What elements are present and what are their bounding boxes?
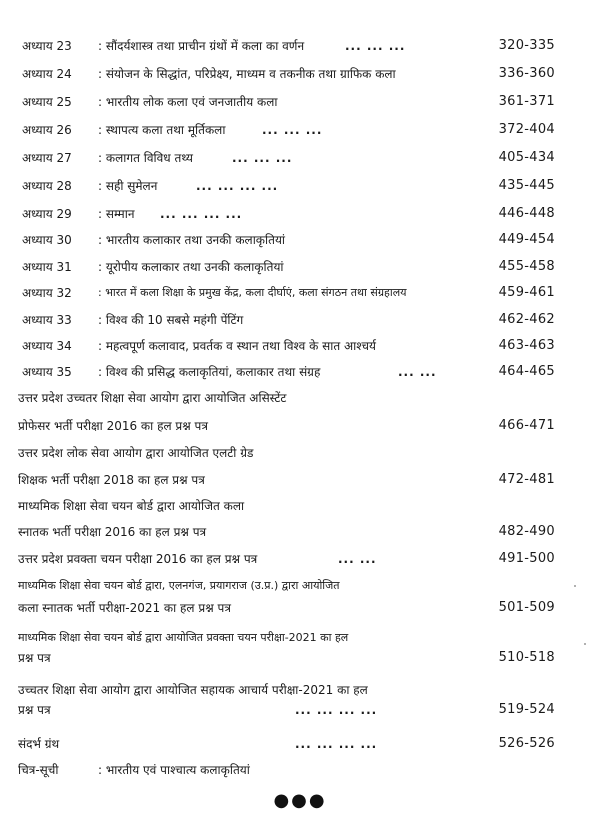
page-range: 464-465 — [498, 364, 555, 379]
chapter-number: अध्याय 23 — [22, 39, 72, 53]
leader-dots: ... ... — [338, 552, 377, 566]
chapter-number: अध्याय 30 — [22, 233, 72, 247]
chapter-title: : भारतीय लोक कला एवं जनजातीय कला — [98, 95, 278, 109]
chapter-title: : स्थापत्य कला तथा मूर्तिकला — [98, 123, 226, 137]
page-range: 510-518 — [498, 650, 555, 665]
chapter-number: अध्याय 35 — [22, 365, 72, 379]
paper-1-line-2: प्रोफेसर भर्ती परीक्षा 2016 का हल प्रश्न पत्र — [18, 419, 208, 433]
chapter-title: : सही सुमेलन — [98, 179, 158, 193]
page-range: 472-481 — [498, 472, 555, 487]
chapter-number: अध्याय 34 — [22, 339, 72, 353]
illustrations-label: चित्र-सूची — [18, 763, 59, 777]
chapter-title: : संयोजन के सिद्धांत, परिप्रेक्ष्य, माध्यम व तकनीक तथा ग्राफिक कला — [98, 67, 396, 81]
chapter-number: अध्याय 27 — [22, 151, 72, 165]
leader-dots: ... ... ... — [262, 123, 323, 137]
toc-paper-4 — [0, 549, 600, 569]
paper-2-line-2: शिक्षक भर्ती परीक्षा 2018 का हल प्रश्न पत्र — [18, 473, 205, 487]
leader-dots: ... ... — [398, 365, 437, 379]
chapter-title: : विश्व की 10 सबसे महंगी पेंटिंग — [98, 313, 244, 327]
page-range: 466-471 — [498, 418, 555, 433]
page-range: 482-490 — [498, 524, 555, 539]
toc-chapter-32 — [0, 283, 600, 303]
page-range: 459-461 — [498, 285, 555, 300]
leader-dots: ... ... ... ... — [160, 207, 243, 221]
page-range: 336-360 — [498, 66, 555, 81]
paper-6-line-1: माध्यमिक शिक्षा सेवा चयन बोर्ड द्वारा आयोजित प्रवक्ता चयन परीक्षा-2021 का हल — [18, 631, 349, 644]
chapter-title: : महत्वपूर्ण कलावाद, प्रवर्तक व स्थान तथा विश्व के सात आश्चर्य — [98, 339, 376, 353]
toc-chapter-31 — [0, 257, 600, 277]
page-range: 519-524 — [498, 702, 555, 717]
chapter-title: : विश्व की प्रसिद्ध कलाकृतियां, कलाकार तथा संग्रह — [98, 365, 321, 379]
page-range: 372-404 — [498, 122, 555, 137]
paper-4-line-2: उत्तर प्रदेश प्रवक्ता चयन परीक्षा 2016 का हल प्रश्न पत्र — [18, 552, 258, 566]
toc-chapter-34 — [0, 336, 600, 356]
chapter-number: अध्याय 29 — [22, 207, 72, 221]
toc-illustrations — [0, 760, 600, 780]
chapter-number: अध्याय 26 — [22, 123, 72, 137]
chapter-title: : कलागत विविध तथ्य — [98, 151, 193, 165]
page-range: 455-458 — [498, 259, 555, 274]
chapter-title: : सौंदर्यशास्त्र तथा प्राचीन ग्रंथों में कला का वर्णन — [98, 39, 305, 53]
leader-dots: ... ... ... — [232, 151, 293, 165]
paper-3-line-2: स्नातक भर्ती परीक्षा 2016 का हल प्रश्न पत्र — [18, 525, 207, 539]
leader-dots: ... ... ... — [345, 39, 406, 53]
toc-chapter-27 — [0, 148, 600, 168]
page-range: 435-445 — [498, 178, 555, 193]
toc-references — [0, 734, 600, 754]
scan-speck — [584, 643, 586, 645]
chapter-title: : सम्मान — [98, 207, 135, 221]
paper-7-line-1: उच्चतर शिक्षा सेवा आयोग द्वारा आयोजित सहायक आचार्य परीक्षा-2021 का हल — [18, 683, 368, 697]
paper-5-line-2: कला स्नातक भर्ती परीक्षा-2021 का हल प्रश्न पत्र — [18, 601, 231, 615]
toc-chapter-24 — [0, 64, 600, 84]
toc-chapter-35 — [0, 362, 600, 382]
scan-speck — [574, 585, 576, 587]
leader-dots: ... ... ... ... — [295, 737, 378, 751]
toc-paper-2 — [0, 470, 600, 490]
paper-1-line-1: उत्तर प्रदेश उच्चतर शिक्षा सेवा आयोग द्वारा आयोजित असिस्टेंट — [18, 391, 287, 405]
chapter-number: अध्याय 31 — [22, 260, 72, 274]
paper-7-line-2: प्रश्न पत्र — [18, 703, 51, 717]
page-range: 405-434 — [498, 150, 555, 165]
toc-chapter-30 — [0, 230, 600, 250]
page-range: 463-463 — [498, 338, 555, 353]
page-range: 361-371 — [498, 94, 555, 109]
chapter-number: अध्याय 32 — [22, 286, 72, 300]
chapter-title: : यूरोपीय कलाकार तथा उनकी कलाकृतियां — [98, 260, 284, 274]
page-range: 526-526 — [498, 736, 555, 751]
page-range: 446-448 — [498, 206, 555, 221]
paper-3-line-1: माध्यमिक शिक्षा सेवा चयन बोर्ड द्वारा आयोजित कला — [18, 499, 245, 513]
chapter-number: अध्याय 25 — [22, 95, 72, 109]
chapter-number: अध्याय 28 — [22, 179, 72, 193]
toc-chapter-28 — [0, 176, 600, 196]
section-end-ornament: ●●● — [273, 790, 327, 811]
paper-6-line-2: प्रश्न पत्र — [18, 651, 51, 665]
leader-dots: ... ... ... ... — [196, 179, 279, 193]
chapter-number: अध्याय 24 — [22, 67, 72, 81]
toc-chapter-33 — [0, 310, 600, 330]
illustrations-title: : भारतीय एवं पाश्चात्य कलाकृतियां — [98, 763, 250, 777]
page-range: 449-454 — [498, 232, 555, 247]
toc-chapter-25 — [0, 92, 600, 112]
page-range: 501-509 — [498, 600, 555, 615]
paper-2-line-1: उत्तर प्रदेश लोक सेवा आयोग द्वारा आयोजित एलटी ग्रेड — [18, 446, 254, 460]
toc-chapter-23 — [0, 36, 600, 56]
page-range: 462-462 — [498, 312, 555, 327]
toc-paper-3 — [0, 522, 600, 542]
toc-paper-7 — [0, 700, 600, 720]
page-range: 491-500 — [498, 551, 555, 566]
leader-dots: ... ... ... ... — [295, 703, 378, 717]
toc-paper-5 — [0, 598, 600, 618]
toc-chapter-26 — [0, 120, 600, 140]
chapter-title: : भारत में कला शिक्षा के प्रमुख केंद्र, कला दीर्घाएं, कला संगठन तथा संग्रहालय — [98, 286, 407, 299]
chapter-number: अध्याय 33 — [22, 313, 72, 327]
chapter-title: : भारतीय कलाकार तथा उनकी कलाकृतियां — [98, 233, 286, 247]
page-range: 320-335 — [498, 38, 555, 53]
toc-paper-6 — [0, 648, 600, 668]
references-label: संदर्भ ग्रंथ — [18, 737, 60, 751]
paper-5-line-1: माध्यमिक शिक्षा सेवा चयन बोर्ड द्वारा, एलनगंज, प्रयागराज (उ.प्र.) द्वारा आयोजित — [18, 579, 340, 592]
toc-paper-1 — [0, 416, 600, 436]
toc-chapter-29 — [0, 204, 600, 224]
